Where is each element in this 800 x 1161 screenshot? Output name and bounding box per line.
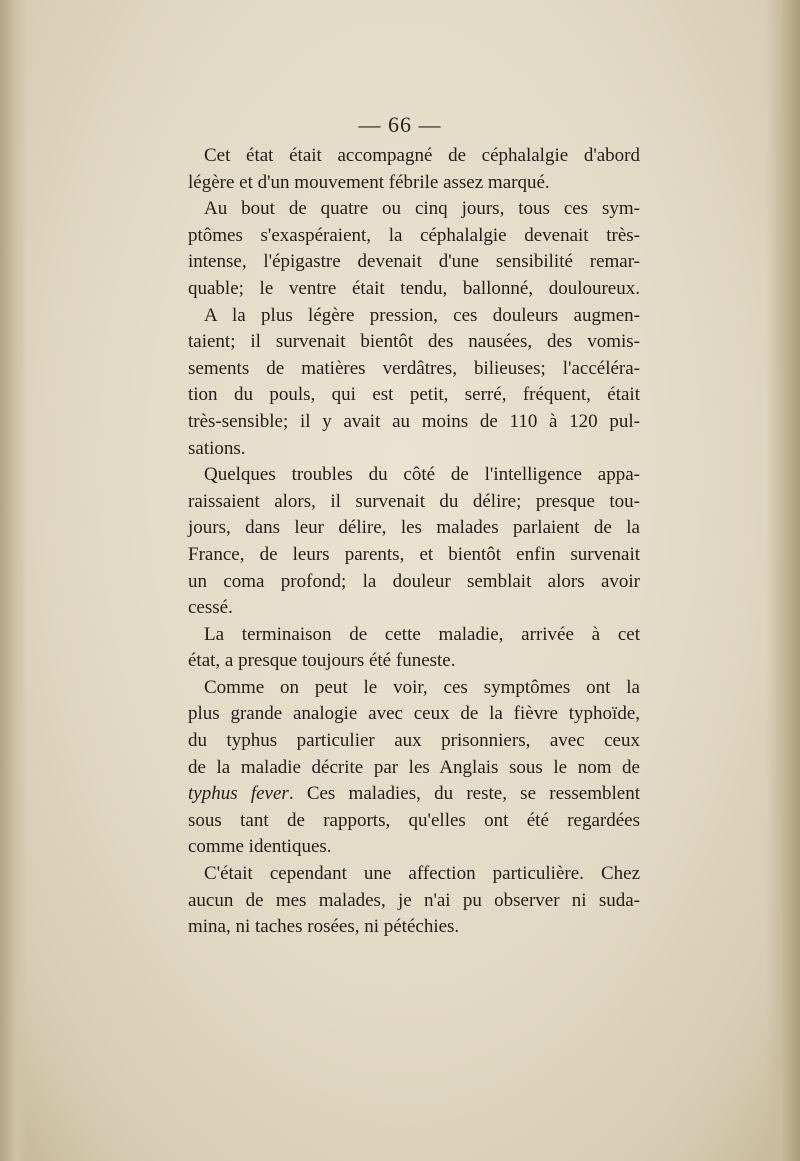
text-line: Comme on peut le voir, ces symptômes ont la bbox=[204, 676, 640, 698]
text-line: aucun de mes malades, je n'ai pu observer ni suda- bbox=[188, 889, 640, 911]
text-line: ptômes s'exaspéraient, la céphalalgie devenait très- bbox=[188, 224, 640, 246]
italic-term: typhus fever bbox=[188, 783, 289, 805]
text-line: très-sensible; il y avait au moins de 110 à 120 pul- bbox=[188, 410, 640, 432]
text-line: cessé. bbox=[188, 597, 233, 619]
text-line: du typhus particulier aux prisonniers, avec ceux bbox=[188, 730, 640, 752]
text-line: état, a presque toujours été funeste. bbox=[188, 650, 456, 672]
page-edge-left bbox=[0, 0, 28, 1161]
text-line: un coma profond; la douleur semblait alors avoir bbox=[188, 570, 640, 592]
text-line: sements de matières verdâtres, bilieuses; l'accéléra- bbox=[188, 357, 640, 379]
text-line: Au bout de quatre ou cinq jours, tous ces sym- bbox=[204, 198, 640, 220]
text-line: mina, ni taches rosées, ni pétéchies. bbox=[188, 916, 460, 938]
text-line: légère et d'un mouvement fébrile assez marqué. bbox=[188, 171, 550, 193]
text-line: taient; il survenait bientôt des nausées, des vomis- bbox=[188, 331, 640, 353]
text-line: comme identiques. bbox=[188, 836, 332, 858]
body-text bbox=[188, 143, 640, 941]
text-line: A la plus légère pression, ces douleurs augmen- bbox=[204, 304, 640, 326]
text-line-rest: . Ces maladies, du reste, se ressemblent bbox=[288, 783, 640, 805]
text-line: intense, l'épigastre devenait d'une sensibilité remar- bbox=[188, 251, 640, 273]
text-line: raissaient alors, il survenait du délire; presque tou- bbox=[188, 490, 640, 512]
text-line: quable; le ventre était tendu, ballonné, douloureux. bbox=[188, 277, 640, 299]
text-line: plus grande analogie avec ceux de la fièvre typhoïde, bbox=[188, 703, 640, 725]
text-line: sations. bbox=[188, 437, 246, 459]
page-number: — 66 — bbox=[358, 112, 442, 137]
text-line: Cet état était accompagné de céphalalgie d'abord bbox=[204, 145, 640, 166]
text-line: Quelques troubles du côté de l'intelligence appa- bbox=[204, 464, 640, 486]
text-line: sous tant de rapports, qu'elles ont été regardées bbox=[188, 809, 640, 831]
text-line: de la maladie décrite par les Anglais sous le nom de bbox=[188, 756, 640, 778]
text-line: tion du pouls, qui est petit, serré, fréquent, était bbox=[188, 384, 640, 406]
page-edge-right bbox=[766, 0, 800, 1161]
text-line bbox=[188, 781, 640, 808]
text-line: La terminaison de cette maladie, arrivée à cet bbox=[204, 623, 640, 645]
text-line: France, de leurs parents, et bientôt enfin survenait bbox=[188, 543, 640, 565]
text-line: C'était cependant une affection particulière. Chez bbox=[204, 863, 640, 885]
text-line: jours, dans leur délire, les malades parlaient de la bbox=[188, 517, 640, 539]
